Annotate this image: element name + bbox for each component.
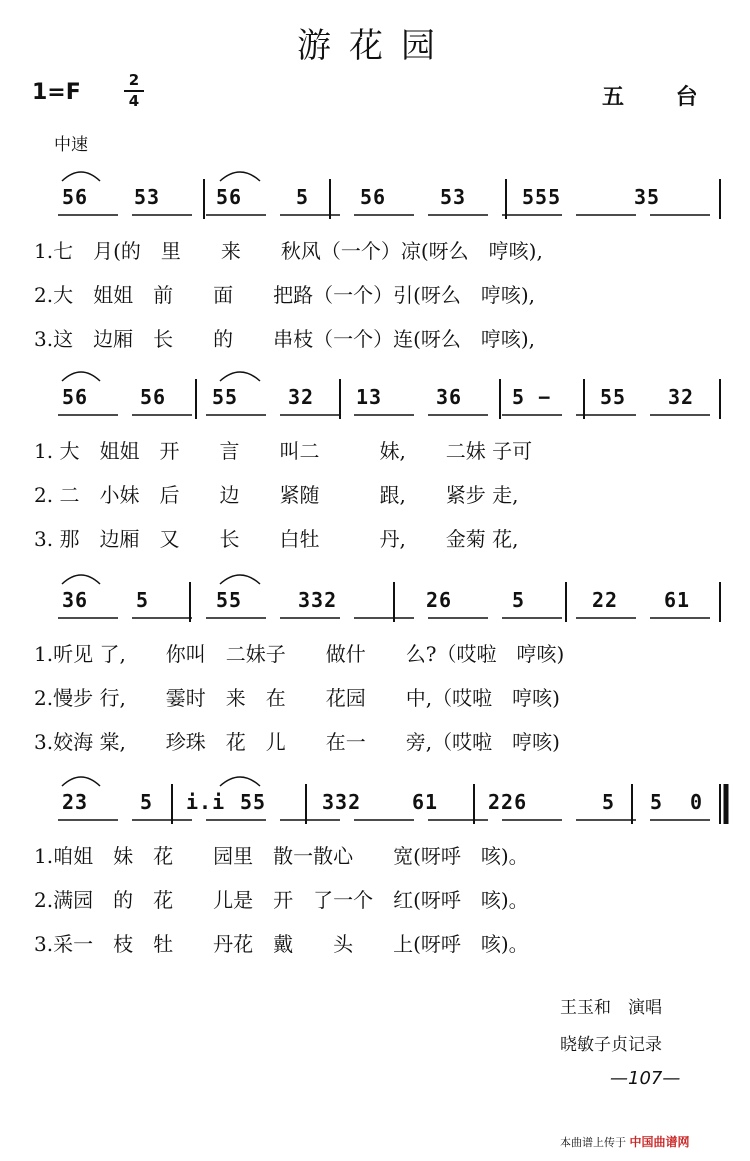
lyric-line: 1.咱姐 妹 花 园里 散一散心 宽(呀呼 咳)。: [34, 844, 529, 868]
note-group: 55: [600, 385, 627, 409]
lyric-line: 1.七 月(的 里 来 秋风（一个）凉(呀么 哼咳),: [34, 239, 543, 263]
note-group: 53: [440, 185, 467, 209]
note-group: 56: [62, 385, 89, 409]
footer-brand-logo: 中国曲谱网: [629, 1135, 690, 1149]
note-group: 5: [602, 790, 616, 814]
slur-arc: [62, 575, 100, 584]
note-group: 35: [634, 185, 661, 209]
lyric-line: 3. 那 边厢 又 长 白牡 丹, 金菊 花,: [34, 527, 519, 551]
slur-arc: [62, 172, 100, 181]
footer-note: [560, 1133, 690, 1150]
note-group: 36: [62, 588, 89, 612]
lyric-line: 1.听见 了, 你叫 二妹子 做什 么?（哎啦 哼咳): [34, 642, 565, 666]
lyric-line: 2.大 姐姐 前 面 把路（一个）引(呀么 哼咳),: [34, 283, 536, 307]
note-group: 53: [134, 185, 161, 209]
note-group: 26: [426, 588, 453, 612]
time-signature-numerator: 2: [128, 71, 140, 89]
lyric-line: 3.采一 枝 牡 丹花 戴 头 上(呀呼 咳)。: [34, 932, 529, 956]
slur-arc: [62, 777, 100, 786]
note-group: 56: [62, 185, 89, 209]
note-group: 5: [136, 588, 150, 612]
note-group: 5: [140, 790, 154, 814]
note-group: 555: [522, 185, 562, 209]
note-group: 55: [216, 588, 243, 612]
lyric-line: 2. 二 小妹 后 边 紧随 跟, 紧步 走,: [34, 483, 519, 507]
note-group: 0: [690, 790, 704, 814]
performer-credit: 王玉和 演唱: [560, 998, 662, 1018]
note-group: 5 −: [512, 385, 552, 409]
slur-arc: [220, 777, 260, 786]
note-group: 55: [240, 790, 267, 814]
note-group: i.i: [186, 790, 226, 814]
slur-arc: [220, 372, 260, 381]
lyric-line: 2.慢步 行, 霎时 来 在 花园 中,（哎啦 哼咳): [34, 686, 560, 710]
footer-text: 本曲谱上传于: [560, 1136, 626, 1149]
lyric-line: 3.姣海 棠, 珍珠 花 儿 在一 旁,（哎啦 哼咳): [34, 730, 560, 754]
slur-arc: [220, 172, 260, 181]
key-signature: 1=F: [32, 80, 81, 105]
note-group: 56: [216, 185, 243, 209]
note-group: 226: [488, 790, 528, 814]
note-group: 23: [62, 790, 89, 814]
note-group: 5: [650, 790, 664, 814]
note-group: 32: [288, 385, 315, 409]
note-group: 56: [140, 385, 167, 409]
recorder-credit: 晓敏子贞记录: [560, 1035, 662, 1055]
note-group: 32: [668, 385, 695, 409]
note-group: 61: [664, 588, 691, 612]
slur-arc: [62, 372, 100, 381]
note-group: 36: [436, 385, 463, 409]
note-group: 332: [298, 588, 338, 612]
note-group: 5: [296, 185, 310, 209]
note-group: 332: [322, 790, 362, 814]
tempo-marking: 中速: [54, 135, 88, 155]
lyric-line: 3.这 边厢 长 的 串枝（一个）连(呀么 哼咳),: [34, 327, 536, 351]
slur-arc: [220, 575, 260, 584]
lyric-line: 1. 大 姐姐 开 言 叫二 妹, 二妹 子可: [34, 439, 533, 463]
note-group: 56: [360, 185, 387, 209]
note-group: 61: [412, 790, 439, 814]
note-group: 22: [592, 588, 619, 612]
note-group: 5: [512, 588, 526, 612]
page-number: —107—: [610, 1068, 681, 1089]
note-group: 13: [356, 385, 383, 409]
lyric-line: 2.满园 的 花 儿是 开 了一个 红(呀呼 咳)。: [34, 888, 529, 912]
note-group: 55: [212, 385, 239, 409]
song-origin: 五 台: [602, 85, 720, 110]
page-title: 游花园: [297, 26, 453, 66]
time-signature-denominator: 4: [128, 92, 140, 110]
